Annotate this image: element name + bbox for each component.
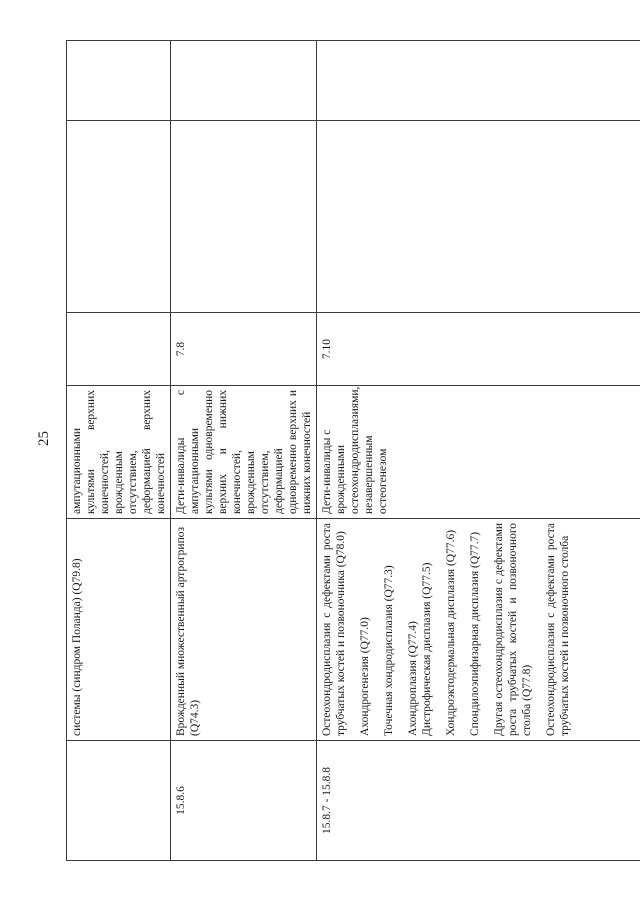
diagnosis-cell	[67, 519, 171, 741]
table-row	[171, 41, 317, 861]
table-row	[317, 41, 640, 861]
empty-cell	[317, 41, 640, 121]
diagnosis-item: системы (синдром Поланда) (Q79.8)	[71, 558, 83, 736]
code-cell: 15.8.7 - 15.8.8	[317, 741, 640, 861]
code-cell	[67, 741, 171, 861]
rotated-table-wrapper	[66, 41, 588, 861]
patients-cell: Дети-инвалиды с врожденными остеохондродисплазиями, незавершенным остеогенезом	[317, 386, 640, 519]
reference-cell: 7.10	[317, 313, 640, 386]
patients-cell: ампутационными культями верхних конечностей, врожденным отсутствием, деформацией верхних конечностей	[67, 386, 171, 519]
empty-cell	[67, 121, 171, 313]
diagnosis-item: Хондроэктодермальная дисплазия (Q77.6)	[445, 529, 458, 736]
diagnosis-item: Дистрофическая дисплазия (Q77.5)	[421, 562, 434, 736]
empty-cell	[171, 121, 317, 313]
empty-cell	[171, 41, 317, 121]
diagnosis-item: Остеохондродисплазия с дефектами роста трубчатых костей и позвоночника (Q78.0)	[321, 523, 348, 736]
patients-cell: Дети-инвалиды с ампутационными культями одновременно верхних и нижних конечностей, врожденным отсутствием, деформацией одновременно верхних и нижних конечностей	[171, 386, 317, 519]
code-cell: 15.8.6	[171, 741, 317, 861]
table-row	[67, 41, 171, 861]
diagnosis-cell	[317, 519, 640, 741]
diagnosis-item: Врожденный множественный артрогрипоз (Q74.3)	[175, 526, 202, 736]
diagnosis-item: Ахондроплазия (Q77.4)	[407, 621, 420, 736]
diagnosis-item: Остеохондродисплазия с дефектами роста трубчатых костей и позвоночного столба	[545, 523, 572, 736]
medical-care-table	[66, 40, 640, 861]
empty-cell	[67, 41, 171, 121]
diagnosis-cell	[171, 519, 317, 741]
diagnosis-item: Спондилоэпифизарная дисплазия (Q77.7)	[469, 531, 482, 736]
reference-cell: 7.8	[171, 313, 317, 386]
empty-cell	[317, 121, 640, 313]
diagnosis-item: Ахондрогенезия (Q77.0)	[359, 617, 372, 736]
reference-cell	[67, 313, 171, 386]
diagnosis-item: Другая остеохондродисплазия с дефектами роста трубчатых костей и позвоночного столба (Q77.8)	[493, 523, 534, 736]
diagnosis-item: Точечная хондродисплазия (Q77.3)	[383, 565, 396, 736]
page-number: 25	[36, 431, 52, 446]
